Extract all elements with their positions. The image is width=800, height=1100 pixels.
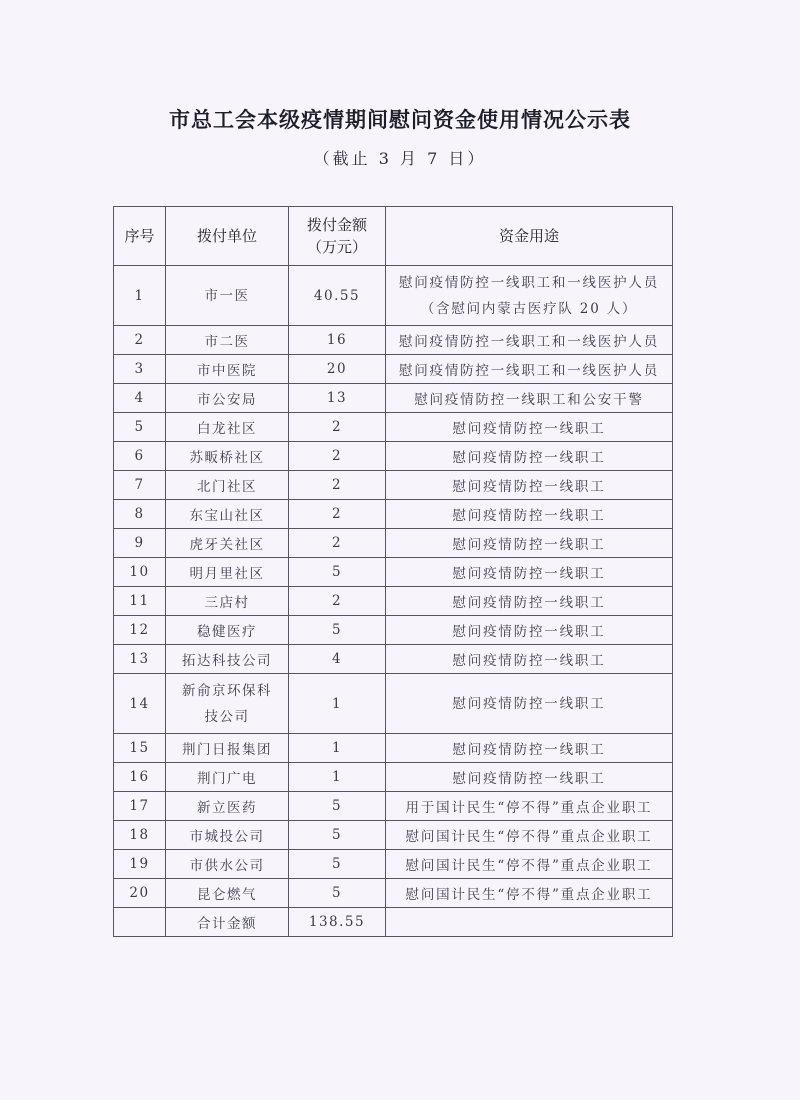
- row-purpose: 慰问疫情防控一线职工: [386, 413, 673, 442]
- row-purpose-line2: （含慰问内蒙古医疗队 20 人）: [420, 300, 638, 317]
- row-amount: 2: [289, 587, 386, 616]
- table-row: [114, 850, 673, 879]
- row-amount: 40.55: [289, 266, 386, 326]
- row-index: 14: [114, 674, 166, 734]
- row-amount: 1: [289, 763, 386, 792]
- header-amount: [289, 207, 386, 266]
- row-unit: 新立医药: [166, 792, 289, 821]
- row-amount: 2: [289, 529, 386, 558]
- header-index: 序号: [114, 207, 166, 266]
- row-purpose: 慰问疫情防控一线职工: [386, 529, 673, 558]
- row-purpose: 慰问疫情防控一线职工: [386, 763, 673, 792]
- row-purpose: 慰问疫情防控一线职工: [386, 442, 673, 471]
- table-row: [114, 879, 673, 908]
- row-purpose: 慰问疫情防控一线职工: [386, 558, 673, 587]
- row-purpose: 慰问疫情防控一线职工: [386, 674, 673, 734]
- table-row: [114, 326, 673, 355]
- row-index: 6: [114, 442, 166, 471]
- row-unit: 北门社区: [166, 471, 289, 500]
- table-row: [114, 266, 673, 326]
- row-purpose: 慰问疫情防控一线职工和一线医护人员: [386, 355, 673, 384]
- row-unit: 明月里社区: [166, 558, 289, 587]
- row-amount: 1: [289, 734, 386, 763]
- row-unit-line2: 技公司: [204, 708, 250, 725]
- row-index: 11: [114, 587, 166, 616]
- total-empty-purpose: [386, 908, 673, 937]
- row-purpose: 慰问国计民生“停不得”重点企业职工: [386, 879, 673, 908]
- row-purpose: 慰问疫情防控一线职工: [386, 616, 673, 645]
- table-row: [114, 413, 673, 442]
- row-amount: 5: [289, 821, 386, 850]
- row-unit: 市中医院: [166, 355, 289, 384]
- total-amount: 138.55: [289, 908, 386, 937]
- row-index: 4: [114, 384, 166, 413]
- row-unit: 白龙社区: [166, 413, 289, 442]
- row-index: 3: [114, 355, 166, 384]
- row-purpose: 慰问疫情防控一线职工: [386, 500, 673, 529]
- row-unit: 三店村: [166, 587, 289, 616]
- table-row: [114, 529, 673, 558]
- table-row: [114, 821, 673, 850]
- row-index: 17: [114, 792, 166, 821]
- row-purpose: 慰问国计民生“停不得”重点企业职工: [386, 821, 673, 850]
- table-row: [114, 616, 673, 645]
- table-row: [114, 763, 673, 792]
- row-index: 7: [114, 471, 166, 500]
- row-unit: 市公安局: [166, 384, 289, 413]
- funds-table: [113, 206, 673, 937]
- row-index: 8: [114, 500, 166, 529]
- row-purpose: 慰问疫情防控一线职工: [386, 587, 673, 616]
- row-amount: 5: [289, 558, 386, 587]
- document-title: 市总工会本级疫情期间慰问资金使用情况公示表: [169, 107, 631, 132]
- row-unit: 东宝山社区: [166, 500, 289, 529]
- document-subtitle: （截止 3 月 7 日）: [313, 149, 487, 168]
- table-row: [114, 734, 673, 763]
- table-row: [114, 355, 673, 384]
- row-index: 2: [114, 326, 166, 355]
- row-unit: 市二医: [166, 326, 289, 355]
- total-label: 合计金额: [166, 908, 289, 937]
- table-row: [114, 674, 673, 734]
- row-index: 1: [114, 266, 166, 326]
- row-amount: 1: [289, 674, 386, 734]
- table-row: [114, 792, 673, 821]
- row-unit: 市一医: [166, 266, 289, 326]
- row-amount: 5: [289, 792, 386, 821]
- row-unit: 市供水公司: [166, 850, 289, 879]
- total-empty-cell: [114, 908, 166, 937]
- row-purpose: 慰问疫情防控一线职工: [386, 734, 673, 763]
- row-purpose-line1: 慰问疫情防控一线职工和一线医护人员: [398, 274, 660, 291]
- row-unit: 稳健医疗: [166, 616, 289, 645]
- row-purpose: 慰问疫情防控一线职工: [386, 471, 673, 500]
- header-unit: 拨付单位: [166, 207, 289, 266]
- table-row: [114, 384, 673, 413]
- table-row: [114, 558, 673, 587]
- row-index: 9: [114, 529, 166, 558]
- row-amount: 5: [289, 616, 386, 645]
- row-purpose: [386, 266, 673, 326]
- row-unit: [166, 674, 289, 734]
- row-unit-line1: 新俞京环保科: [182, 682, 272, 699]
- row-unit: 荆门广电: [166, 763, 289, 792]
- total-row: [114, 908, 673, 937]
- row-unit: 荆门日报集团: [166, 734, 289, 763]
- row-index: 10: [114, 558, 166, 587]
- row-purpose: 慰问疫情防控一线职工和一线医护人员: [386, 326, 673, 355]
- row-amount: 5: [289, 879, 386, 908]
- row-index: 19: [114, 850, 166, 879]
- row-amount: 16: [289, 326, 386, 355]
- row-unit: 虎牙关社区: [166, 529, 289, 558]
- row-amount: 2: [289, 471, 386, 500]
- table-header-row: [114, 207, 673, 266]
- row-index: 16: [114, 763, 166, 792]
- row-amount: 2: [289, 500, 386, 529]
- table-row: [114, 587, 673, 616]
- row-index: 18: [114, 821, 166, 850]
- row-amount: 13: [289, 384, 386, 413]
- row-amount: 20: [289, 355, 386, 384]
- row-purpose: 慰问国计民生“停不得”重点企业职工: [386, 850, 673, 879]
- row-purpose: 用于国计民生“停不得”重点企业职工: [386, 792, 673, 821]
- row-index: 5: [114, 413, 166, 442]
- header-purpose: 资金用途: [386, 207, 673, 266]
- row-purpose: 慰问疫情防控一线职工和公安干警: [386, 384, 673, 413]
- table-row: [114, 471, 673, 500]
- row-index: 12: [114, 616, 166, 645]
- row-purpose: 慰问疫情防控一线职工: [386, 645, 673, 674]
- table-row: [114, 442, 673, 471]
- row-index: 13: [114, 645, 166, 674]
- table-row: [114, 645, 673, 674]
- row-unit: 拓达科技公司: [166, 645, 289, 674]
- table-row: [114, 500, 673, 529]
- row-amount: 2: [289, 442, 386, 471]
- row-amount: 5: [289, 850, 386, 879]
- row-unit: 市城投公司: [166, 821, 289, 850]
- row-amount: 2: [289, 413, 386, 442]
- row-amount: 4: [289, 645, 386, 674]
- row-index: 20: [114, 879, 166, 908]
- row-unit: 苏畈桥社区: [166, 442, 289, 471]
- header-amount-line2: （万元）: [306, 238, 367, 256]
- row-unit: 昆仑燃气: [166, 879, 289, 908]
- row-index: 15: [114, 734, 166, 763]
- header-amount-line1: 拨付金额: [306, 216, 367, 234]
